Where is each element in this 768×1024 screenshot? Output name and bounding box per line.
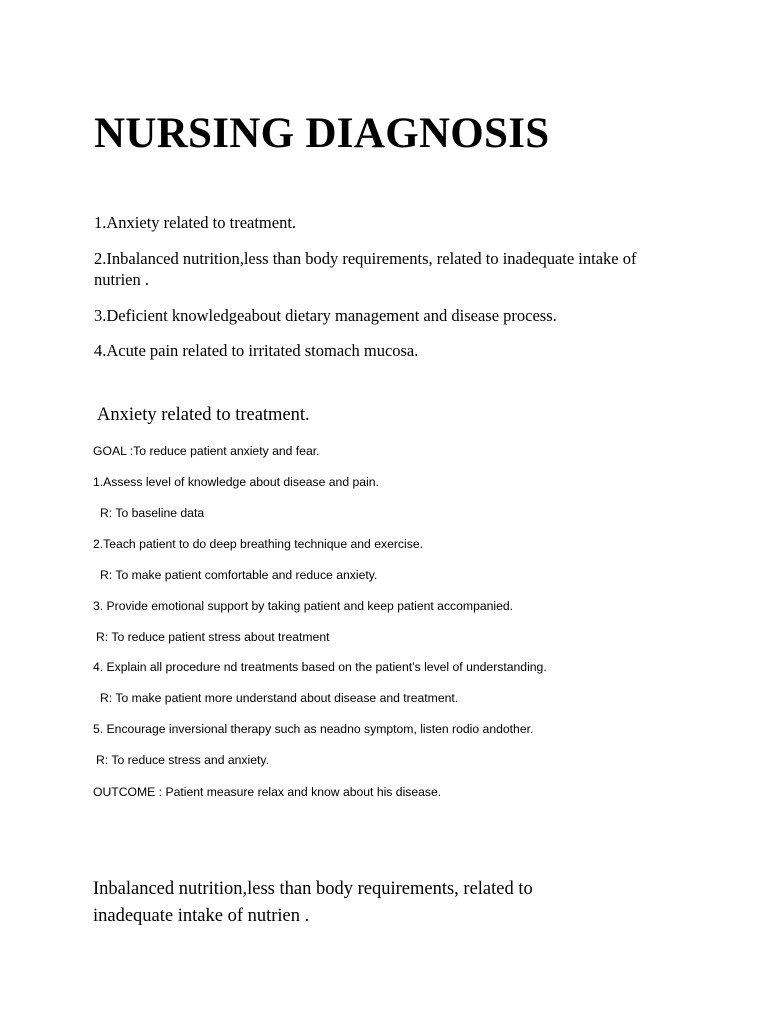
diagnosis-item: 1.Anxiety related to treatment. — [94, 213, 297, 232]
diagnosis-item: 4.Acute pain related to irritated stomach mucosa. — [94, 341, 419, 360]
rationale-text: R: To baseline data — [100, 506, 205, 520]
diagnosis-item: 3.Deficient knowledgeabout dietary management and disease process. — [94, 306, 557, 325]
intervention-item: 5. Encourage inversional therapy such as neadno symptom, listen rodio andother. — [93, 722, 534, 736]
section-heading: Inbalanced nutrition,less than body requirements, related to inadequate intake of nutrien . — [93, 879, 533, 926]
goal-text: GOAL :To reduce patient anxiety and fear. — [93, 444, 320, 458]
rationale-text: R: To reduce stress and anxiety. — [96, 753, 269, 767]
intervention-item: 4. Explain all procedure nd treatments based on the patient’s level of understanding. — [93, 660, 547, 674]
intervention-item: 1.Assess level of knowledge about disease and pain. — [93, 475, 379, 489]
rationale-text: R: To make patient more understand about disease and treatment. — [100, 691, 459, 705]
outcome-text: OUTCOME : Patient measure relax and know about his disease. — [93, 785, 442, 799]
intervention-item: 2.Teach patient to do deep breathing technique and exercise. — [93, 537, 423, 551]
diagnosis-item: 2.Inbalanced nutrition,less than body requirements, related to inadequate intake of nutrien . — [94, 249, 637, 289]
rationale-text: R: To reduce patient stress about treatment — [96, 630, 330, 644]
page-title: NURSING DIAGNOSIS — [94, 110, 550, 157]
rationale-text: R: To make patient comfortable and reduce anxiety. — [100, 568, 378, 582]
section-heading: Anxiety related to treatment. — [97, 405, 310, 425]
intervention-item: 3. Provide emotional support by taking patient and keep patient accompanied. — [93, 599, 514, 613]
